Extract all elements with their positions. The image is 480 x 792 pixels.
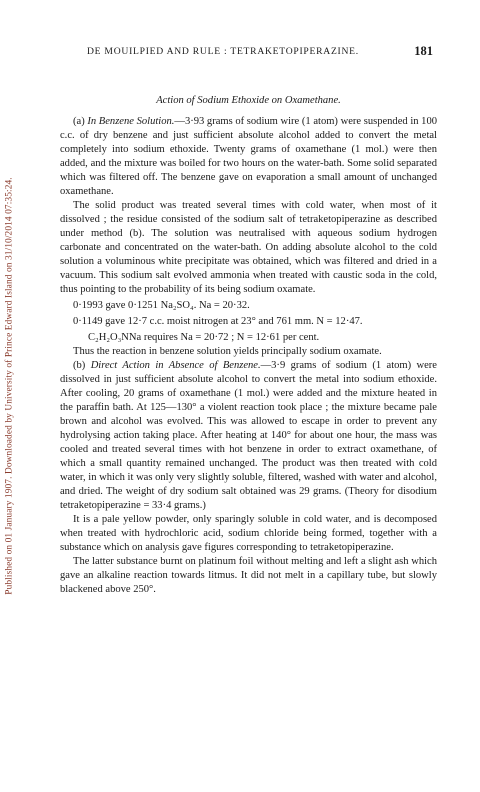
paragraph-lead: (b): [73, 360, 91, 371]
body-text: [60, 94, 437, 597]
paragraph-body: —3·9 grams of sodium (1 atom) were dissolved in just sufficient absolute alcohol to convert the metal into sodium ethoxide. After cooling, 20 grams of oxamethane (1 mol.) were added and the mixture heated in the paraffin bath. At 125—130° a violent reaction took place ; the mixture became pale brown and alcohol was evolved. This was allowed to escape in order to prevent any hydrolysing action taking place. After heating at 140° for about one hour, the mass was cooled and treated several times with hot benzene in order to extract oxamethane, of which a small quantity remained unchanged. The product was then treated with cold water, in which it was only very slightly soluble, filtered, washed with water and alcohol, and dried. The weight of dry sodium salt obtained was 29 grams. (Theory for disodium tetraketopiperazine = 33·4 grams.): [60, 360, 437, 511]
paragraph-platinum-foil: The latter substance burnt on platinum foil without melting and left a slight ash which gave an alkaline reaction towards litmus. It did not melt in a capillary tube, but slowly blackened above 250°.: [60, 556, 437, 595]
page-number: 181: [414, 44, 433, 58]
running-title: DE MOUILPIED AND RULE : TETRAKETOPIPERAZINE.: [87, 46, 359, 57]
paragraph-yellow-powder: It is a pale yellow powder, only sparingly soluble in cold water, and is decomposed when treated with hydrochloric acid, sodium chloride being formed, together with a substance which on analysis gave figures corresponding to tetraketopiperazine.: [60, 514, 437, 553]
paragraph-subheading: Direct Action in Absence of Benzene.: [90, 360, 261, 371]
paragraph-solid-product: The solid product was treated several times with cold water, when most of it dissolved ; the residue consisted of the sodium salt of tetraketopiperazine as described under method (b). The solution was neutralised with aqueous sodium hydrogen carbonate and concentrated on the water-bath. On adding absolute alcohol to the cold solution a voluminous white precipitate was obtained, which was filtered and dried in a vacuum. This sodium salt evolved ammonia when treated with caustic soda in the cold, thus pointing to the probability of its being sodium oxamate.: [60, 200, 437, 295]
analysis-sulphate: 0·1993 gave 0·1251 Na₂SO₄. Na = 20·32.: [73, 300, 250, 311]
paragraph-conclusion: Thus the reaction in benzene solution yields principally sodium oxamate.: [73, 346, 382, 357]
running-header: [60, 44, 435, 60]
analysis-nitrogen: 0·1149 gave 12·7 c.c. moist nitrogen at 23° and 761 mm. N = 12·47.: [73, 316, 363, 327]
paragraph-body: —3·93 grams of sodium wire (1 atom) were suspended in 100 c.c. of dry benzene and just sufficient absolute alcohol added to convert the metal completely into sodium ethoxide. Twenty grams of oxamethane (1 mol.) were then added, and the mixture was boiled for two hours on the water-bath. Some solid separated which was filtered off. The benzene gave on evaporation a small amount of unchanged oxamethane.: [60, 116, 437, 197]
paragraph-lead: (a): [73, 116, 88, 127]
paragraph-subheading: In Benzene Solution.: [87, 116, 175, 127]
paragraph-benzene-solution: [60, 115, 437, 199]
paragraph-direct-action: [60, 359, 437, 513]
download-watermark-text: Published on 01 January 1907. Downloaded by University of Prince Edward Island on 31/10/2014 07:35:24.: [5, 177, 16, 595]
download-watermark: [3, 36, 17, 736]
analysis-requires: C₂H₂O₃NNa requires Na = 20·72 ; N = 12·61 per cent.: [88, 332, 320, 343]
section-heading: Action of Sodium Ethoxide on Oxamethane.: [156, 95, 341, 106]
